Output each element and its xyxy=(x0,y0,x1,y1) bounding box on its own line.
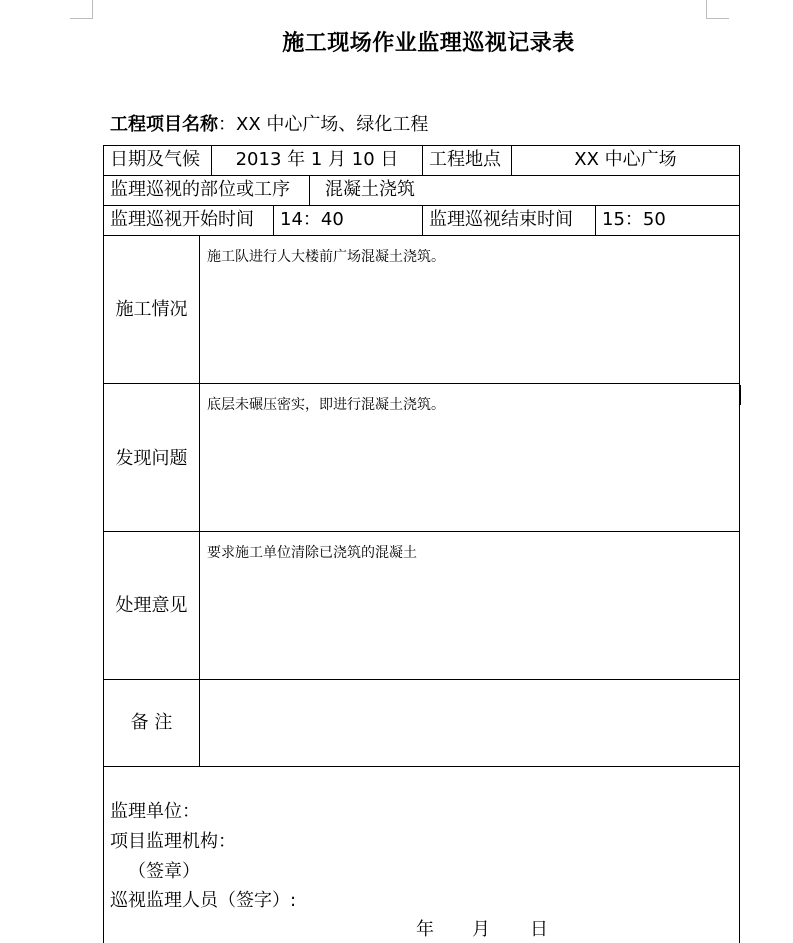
project-name-value: ：XX 中心广场、绿化工程 xyxy=(218,114,429,135)
table-line xyxy=(103,766,740,767)
supervision-unit-label: 监理单位： xyxy=(110,801,200,822)
form-title: 施工现场作业监理巡视记录表 xyxy=(282,31,575,56)
table-divider xyxy=(273,205,274,235)
text-cursor xyxy=(739,385,741,405)
table-border-right xyxy=(739,145,740,943)
inspection-part-value: 混凝土浇筑 xyxy=(325,179,415,200)
handling-opinion-content: 要求施工单位清除已浇筑的混凝土 xyxy=(207,545,417,561)
end-time-label: 监理巡视结束时间 xyxy=(429,209,573,230)
construction-status-label: 施工情况 xyxy=(115,299,188,320)
end-time-value: 15：50 xyxy=(602,209,666,230)
remarks-label: 备 注 xyxy=(130,712,173,733)
table-divider xyxy=(199,235,200,766)
location-value: XX 中心广场 xyxy=(574,149,677,170)
handling-opinion-label: 处理意见 xyxy=(115,595,188,616)
location-label: 工程地点 xyxy=(429,149,501,170)
table-divider xyxy=(422,145,423,175)
issues-found-label: 发现问题 xyxy=(115,448,188,469)
start-time-label: 监理巡视开始时间 xyxy=(110,209,254,230)
date-day-label: 日 xyxy=(530,919,548,940)
date-year-label: 年 xyxy=(416,919,434,940)
date-weather-value: 2013 年 1 月 10 日 xyxy=(235,149,399,170)
project-supervision-org-label: 项目监理机构： xyxy=(110,831,236,852)
inspection-part-label: 监理巡视的部位或工序 xyxy=(110,179,290,200)
table-divider xyxy=(422,205,423,235)
crop-mark-top-right xyxy=(706,0,729,19)
issues-found-content: 底层未碾压密实，即进行混凝土浇筑。 xyxy=(207,397,445,413)
table-border-left xyxy=(103,145,104,943)
project-name-label: 工程项目名称 xyxy=(110,114,218,135)
construction-status-content: 施工队进行人大楼前广场混凝土浇筑。 xyxy=(207,249,445,265)
date-weather-label: 日期及气候 xyxy=(110,149,200,170)
table-divider xyxy=(309,175,310,205)
crop-mark-top-left xyxy=(70,0,93,19)
table-divider xyxy=(595,205,596,235)
inspector-signature-label: 巡视监理人员（签字）: xyxy=(110,890,297,911)
start-time-value: 14：40 xyxy=(280,209,344,230)
seal-label: （签章） xyxy=(128,861,200,882)
project-name-line xyxy=(110,110,428,136)
date-month-label: 月 xyxy=(472,919,490,940)
